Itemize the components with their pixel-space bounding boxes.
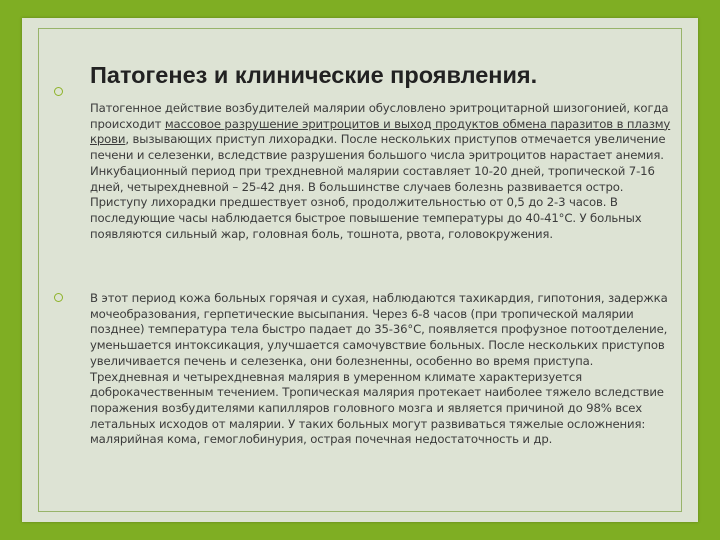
title-bullet-icon [54,87,63,96]
paragraph-bullet-icon [54,293,63,302]
paragraph-1-underlined-text[interactable]: массовое разрушение эритроцитов и выход продуктов обмена паразитов в плазму крови [90,116,671,147]
paragraph-1-text-end: , вызывающих приступ лихорадки. После нескольких приступов отмечается увеличение печени и селезенки, вследствие разрушения большого числа эритроцитов нарастает анемия. Инкубационный период при трехдневной малярии составляет 10-20 дней, тропической 7-16 дней, четырехдневной – 25-42 дня. В большинстве случаев болезнь развивается остро. Приступу лихорадки предшествует озноб, продолжительностью от 0,5 до 2-3 часов. В последующие часы наблюдается быстрое повышение температуры до 40-41°С. У больных появляются сильный жар, головная боль, тошнота, рвота, головокружения. [90,132,666,241]
slide-title: Патогенез и клинические проявления. [90,62,538,88]
body-paragraph-1 [90,101,675,242]
paragraph-1-text-start: Патогенное действие возбудителей малярии обусловлено эритроцитарной шизогонией, когда происходит [90,101,669,131]
body-paragraph-2: В этот период кожа больных горячая и сухая, наблюдаются тахикардия, гипотония, задержка мочеобразования, герпетические высыпания. Через 6-8 часов (при тропической малярии позднее) температура тела быстро падает до 35-36°С, появляется профузное потоотделение, уменьшается интоксикация, улучшается самочувствие больных. После нескольких приступов увеличивается печень и селезенка, они болезненны, особенно во время приступа. Трехдневная и четырехдневная малярия в умеренном климате характеризуется доброкачественным течением. Тропическая малярия протекает наиболее тяжело вследствие поражения возбудителями капилляров головного мозга и является причиной до 98% всех летальных исходов от малярии. У таких больных могут развиваться тяжелые осложнения: малярийная кома, гемоглобинурия, острая почечная недостаточность и др. [90,291,668,447]
